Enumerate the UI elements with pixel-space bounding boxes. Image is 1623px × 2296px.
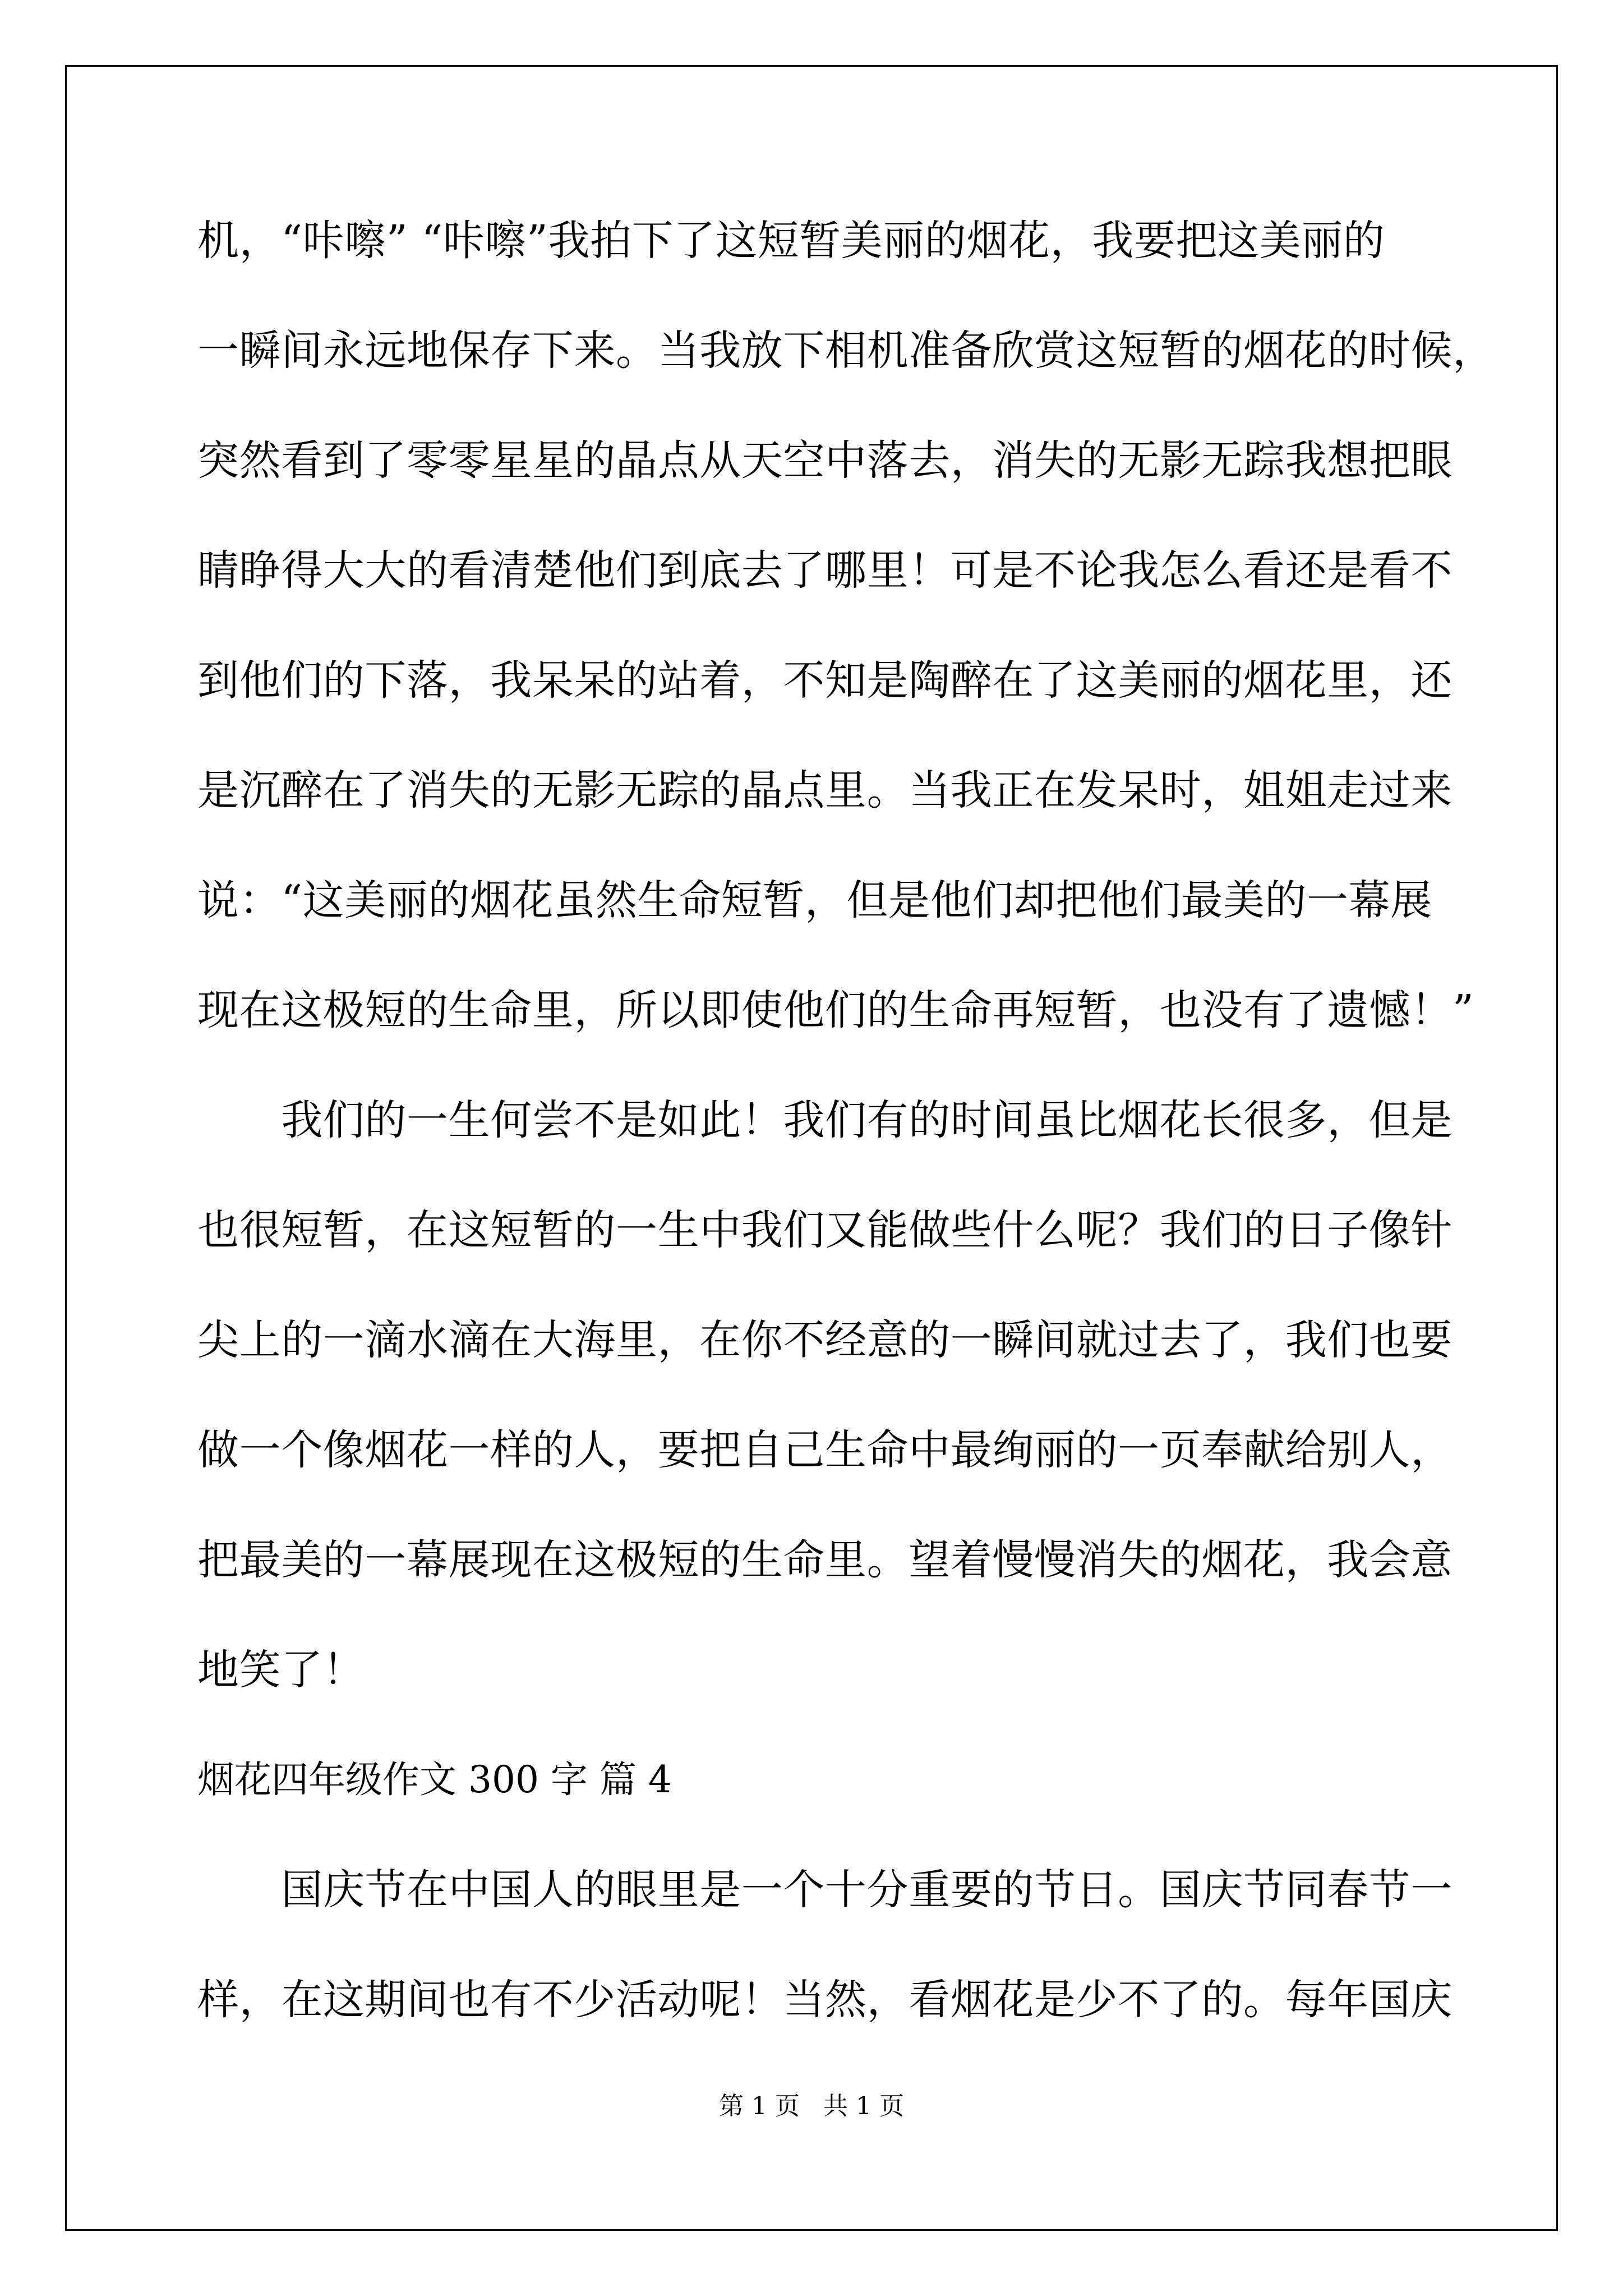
paragraph-line: 睛睁得大大的看清楚他们到底去了哪里！可是不论我怎么看还是看不 <box>197 546 1453 595</box>
paragraph-line: 我们的一生何尝不是如此！我们有的时间虽比烟花长很多，但是 <box>197 1096 1453 1144</box>
paragraph-line: 也很短暂，在这短暂的一生中我们又能做些什么呢？我们的日子像针 <box>197 1206 1453 1254</box>
paragraph-line: 突然看到了零零星星的晶点从天空中落去，消失的无影无踪我想把眼 <box>197 436 1453 485</box>
section-heading: 烟花四年级作文 300 字 篇 4 <box>197 1758 672 1801</box>
paragraph-line: 做一个像烟花一样的人，要把自己生命中最绚丽的一页奉献给别人， <box>197 1426 1453 1474</box>
paragraph-line: 一瞬间永远地保存下来。当我放下相机准备欣赏这短暂的烟花的时候， <box>197 326 1495 375</box>
paragraph-line: 机，“咔嚓” “咔嚓”我拍下了这短暂美丽的烟花，我要把这美丽的 <box>197 217 1385 265</box>
document-body <box>197 217 1495 2089</box>
paragraph-line: 说：“这美丽的烟花虽然生命短暂，但是他们却把他们最美的一幕展 <box>197 876 1432 924</box>
paragraph-line: 到他们的下落，我呆呆的站着，不知是陶醉在了这美丽的烟花里，还 <box>197 656 1453 705</box>
page-footer: 第 1 页 共 1 页 <box>719 2092 904 2120</box>
paragraph-line: 现在这极短的生命里，所以即使他们的生命再短暂，也没有了遗憾！” <box>197 986 1474 1034</box>
paragraph-line: 国庆节在中国人的眼里是一个十分重要的节日。国庆节同春节一 <box>197 1866 1453 1914</box>
paragraph-line: 把最美的一幕展现在这极短的生命里。望着慢慢消失的烟花，我会意 <box>197 1536 1453 1584</box>
paragraph-line: 样，在这期间也有不少活动呢！当然，看烟花是少不了的。每年国庆 <box>197 1976 1453 2024</box>
paragraph-line: 是沉醉在了消失的无影无踪的晶点里。当我正在发呆时，姐姐走过来 <box>197 766 1453 815</box>
paragraph-line: 尖上的一滴水滴在大海里，在你不经意的一瞬间就过去了，我们也要 <box>197 1316 1453 1364</box>
paragraph-line: 地笑了！ <box>197 1646 365 1694</box>
